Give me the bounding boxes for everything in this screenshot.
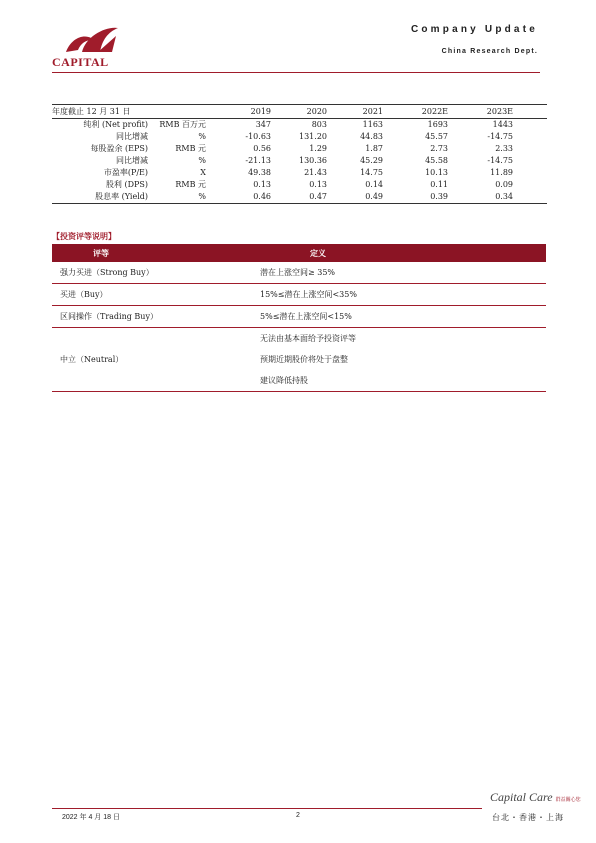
table-row [52, 191, 547, 203]
financial-table [52, 104, 547, 204]
rating-label: 强力买进（Strong Buy） [60, 268, 154, 277]
row-label: 纯利 (Net profit) [83, 120, 148, 129]
table-cell: 45.29 [360, 156, 383, 165]
table-cell: 44.83 [360, 132, 383, 141]
row-label: 市盈率(P/E) [103, 168, 148, 177]
table-cell: 130.36 [299, 156, 327, 165]
rating-definition [256, 306, 546, 327]
table-cell: 49.38 [248, 168, 271, 177]
column-header: 2020 [306, 106, 327, 116]
table-row [52, 179, 547, 191]
rating-table-body [52, 262, 546, 392]
table-cell: 803 [311, 120, 327, 129]
definition-line: 无法由基本面给予投资评等 [260, 334, 356, 343]
table-cell: 1443 [492, 120, 513, 129]
definition-line: 15%≤潜在上涨空间<35% [260, 290, 357, 299]
rating-row [52, 306, 546, 328]
table-cell: 14.75 [360, 168, 383, 177]
table-cell: -14.75 [487, 132, 513, 141]
table-cell: 11.89 [490, 168, 513, 177]
rating-definition [256, 262, 546, 283]
table-cell: 0.09 [495, 180, 513, 189]
rating-table-header [52, 244, 546, 262]
column-header: 2023E [486, 106, 513, 116]
rating-section-title: 【投资评等说明】 [52, 231, 116, 241]
table-cell: 0.39 [430, 192, 448, 201]
row-unit: % [198, 192, 206, 201]
rating-label: 买进（Buy） [60, 290, 108, 299]
table-cell: 0.34 [495, 192, 513, 201]
table-header-row [52, 104, 547, 119]
table-row [52, 119, 547, 131]
brand-badge: 群益關心您 [555, 798, 581, 803]
table-cell: 0.46 [253, 192, 271, 201]
table-row [52, 143, 547, 155]
column-header: 年度截止 12 月 31 日 [52, 106, 131, 116]
table-cell: 1.87 [365, 144, 383, 153]
table-cell: 0.13 [309, 180, 327, 189]
table-row [52, 131, 547, 143]
table-cell: 0.14 [365, 180, 383, 189]
definition-header: 定义 [310, 247, 326, 258]
rating-definition [256, 328, 546, 391]
footer-divider [52, 808, 482, 809]
table-body [52, 119, 547, 203]
footer-brand [490, 790, 581, 805]
table-cell: 0.13 [253, 180, 271, 189]
row-unit: % [198, 156, 206, 165]
row-unit: % [198, 132, 206, 141]
department-label: China Research Dept. [441, 48, 538, 55]
brand-name: Capital Care [490, 790, 553, 804]
definition-line: 建议降低持股 [260, 376, 308, 385]
table-cell: 1163 [362, 120, 383, 129]
rating-definition [256, 284, 546, 305]
footer-date: 2022 年 4 月 18 日 [62, 814, 120, 821]
table-cell: 0.11 [430, 180, 448, 189]
table-cell: 347 [255, 120, 271, 129]
definition-line: 潜在上涨空间≥ 35% [260, 268, 336, 277]
rating-header: 评等 [93, 247, 109, 258]
rating-label: 中立（Neutral） [60, 355, 124, 364]
column-header: 2021 [362, 106, 383, 116]
rating-label: 区间操作（Trading Buy） [60, 312, 158, 321]
footer-cities: 台北・香港・上海 [492, 813, 564, 822]
table-cell: -14.75 [487, 156, 513, 165]
table-cell: 45.58 [425, 156, 448, 165]
table-cell: 0.49 [365, 192, 383, 201]
header-divider [52, 72, 540, 73]
table-cell: -21.13 [245, 156, 271, 165]
row-label: 同比增减 [116, 132, 148, 141]
table-cell: 131.20 [299, 132, 327, 141]
table-cell: 21.43 [304, 168, 327, 177]
table-row [52, 155, 547, 167]
row-label: 同比增减 [116, 156, 148, 165]
row-unit: RMB 百万元 [159, 120, 206, 129]
table-cell: 2.73 [430, 144, 448, 153]
logo-text: CAPITAL [52, 55, 109, 69]
table-cell: 0.47 [309, 192, 327, 201]
row-unit: X [200, 168, 206, 177]
row-unit: RMB 元 [175, 144, 206, 153]
page-number: 2 [296, 812, 300, 819]
table-bottom-rule [52, 203, 547, 204]
definition-line: 预期近期股价将处于盘整 [260, 355, 348, 364]
row-unit: RMB 元 [175, 180, 206, 189]
column-header: 2022E [421, 106, 448, 116]
table-cell: 1693 [427, 120, 448, 129]
rating-row [52, 262, 546, 284]
table-cell: 10.13 [425, 168, 448, 177]
table-cell: 2.33 [495, 144, 513, 153]
table-cell: 0.56 [253, 144, 271, 153]
table-cell: 1.29 [309, 144, 327, 153]
table-row [52, 167, 547, 179]
column-header: 2019 [250, 106, 271, 116]
table-cell: 45.57 [425, 132, 448, 141]
rating-row [52, 328, 546, 392]
table-cell: -10.63 [245, 132, 271, 141]
rating-table [52, 244, 546, 392]
row-label: 股息率 (Yield) [95, 192, 148, 201]
definition-line: 5%≤潜在上涨空间<15% [260, 312, 352, 321]
page-title: Company Update [410, 24, 538, 35]
row-label: 股利 (DPS) [105, 180, 148, 189]
rating-row [52, 284, 546, 306]
row-label: 每股盈余 (EPS) [90, 144, 148, 153]
